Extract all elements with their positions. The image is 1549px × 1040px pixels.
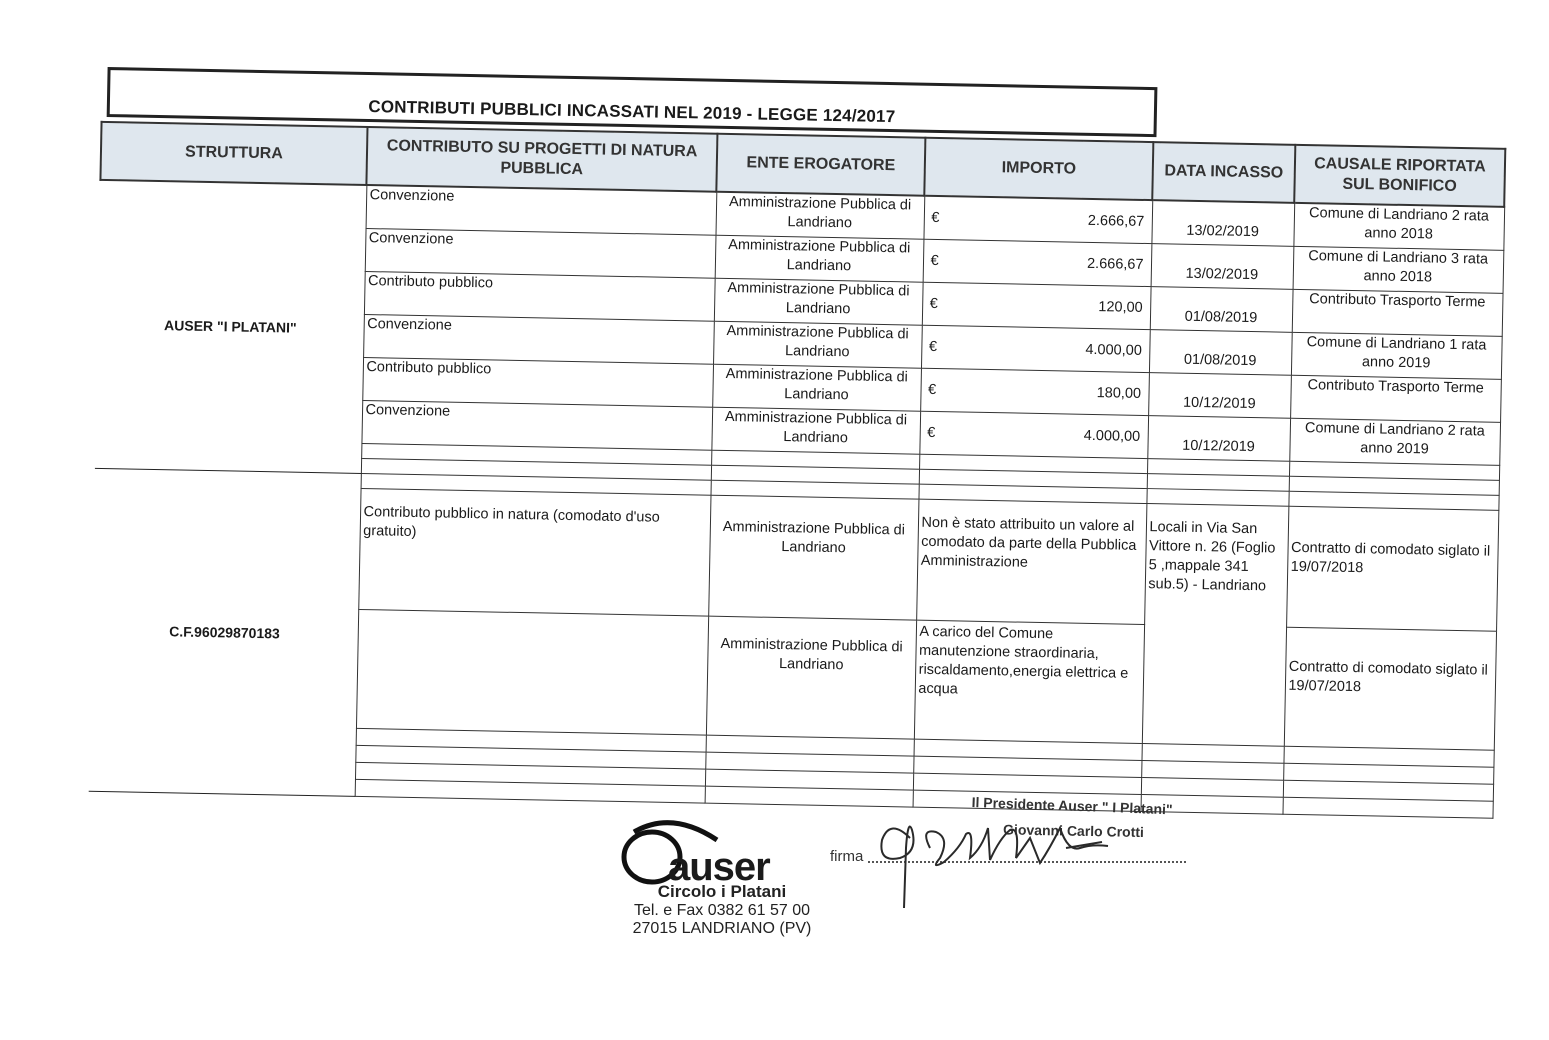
stamp-brand: auser <box>668 845 770 889</box>
importo-cell <box>923 196 1152 244</box>
president-title: Il Presidente Auser " I Platani" <box>971 793 1173 818</box>
president-name: Giovanni Carlo Crotti <box>1002 821 1145 841</box>
contributo-natura-cell: Contributo pubblico in natura (comodato d'uso gratuito) <box>358 488 710 616</box>
ente-cell: Amministrazione Pubblica di Landriano <box>715 192 924 239</box>
header-ente: ENTE EROGATORE <box>716 134 925 196</box>
causale-cell: Comune di Landriano 2 rata anno 2018 <box>1293 203 1504 251</box>
header-data: DATA INCASSO <box>1152 142 1295 203</box>
stamp-line2: Tel. e Fax 0382 61 57 00 <box>633 902 811 919</box>
currency-symbol: € <box>928 338 938 355</box>
document-title: CONTRIBUTI PUBBLICI INCASSATI NEL 2019 - LEGGE 124/2017 <box>368 97 896 127</box>
currency-symbol: € <box>929 295 938 312</box>
importo-note-cell: Non è stato attribuito un valore al comodato da parte della Pubblica Amministrazione <box>916 499 1146 624</box>
handwritten-signature-icon <box>870 808 1130 913</box>
contributo-cell: Contributo pubblico <box>364 271 715 321</box>
importo-cell <box>921 325 1150 372</box>
contributions-table <box>88 121 1507 819</box>
data-cell <box>1151 244 1294 290</box>
ente-cell: Amministrazione Pubblica di Landriano <box>711 407 920 454</box>
contributo-cell: Contributo pubblico <box>362 357 713 407</box>
data-value: 13/02/2019 <box>1186 222 1260 241</box>
data-value: 10/12/2019 <box>1182 394 1256 413</box>
causale-cell: Comune di Landriano 1 rata anno 2019 <box>1291 332 1502 379</box>
stamp-line1: Circolo i Platani <box>657 882 787 901</box>
currency-symbol: € <box>930 252 939 269</box>
struttura-name: AUSER "I PLATANI" <box>95 180 366 474</box>
importo-cell <box>920 368 1149 415</box>
importo-value: 4.000,00 <box>1083 427 1141 445</box>
data-cell <box>1148 373 1291 419</box>
importo-cell <box>919 411 1148 458</box>
data-cell <box>1151 200 1294 246</box>
contributo-cell: Convenzione <box>365 228 716 278</box>
data-value: 13/02/2019 <box>1185 265 1259 284</box>
ente-cell: Amministrazione Pubblica di Landriano <box>708 495 918 620</box>
causale-cell: Contributo Trasporto Terme <box>1292 289 1503 336</box>
contributo-cell: Convenzione <box>361 400 712 450</box>
codice-fiscale: C.F.96029870183 <box>89 468 361 796</box>
importo-value: 2.666,67 <box>1087 212 1145 230</box>
ente-cell: Amministrazione Pubblica di Landriano <box>714 278 923 325</box>
currency-symbol: € <box>927 381 937 398</box>
locali-cell: Locali in Via San Vittore n. 26 (Foglio 5 ,mappale 341 sub.5) - Landriano <box>1142 504 1289 747</box>
currency-symbol: € <box>927 424 936 441</box>
currency-symbol: € <box>931 209 940 226</box>
causale-cell: Contratto di comodato siglato il 19/07/2018 <box>1284 627 1496 750</box>
contributo-cell: Convenzione <box>363 314 714 364</box>
header-contributo: CONTRIBUTO SU PROGETTI DI NATURA PUBBLICA <box>366 127 717 192</box>
importo-value: 180,00 <box>1096 384 1142 402</box>
causale-cell: Contratto di comodato siglato il 19/07/2018 <box>1286 506 1498 631</box>
causale-cell: Comune di Landriano 2 rata anno 2019 <box>1289 418 1500 465</box>
importo-value: 120,00 <box>1098 298 1143 316</box>
stamp-line3: 27015 LANDRIANO (PV) <box>632 920 812 937</box>
header-struttura: STRUTTURA <box>100 122 367 185</box>
causale-cell: Contributo Trasporto Terme <box>1290 375 1501 422</box>
data-value: 01/08/2019 <box>1184 308 1258 327</box>
data-value: 10/12/2019 <box>1182 437 1255 456</box>
importo-cell <box>922 282 1151 329</box>
data-cell <box>1149 330 1292 376</box>
ente-cell: Amministrazione Pubblica di Landriano <box>713 321 922 368</box>
data-cell <box>1147 416 1290 462</box>
causale-cell: Comune di Landriano 3 rata anno 2018 <box>1293 246 1504 293</box>
importo-value: 2.666,67 <box>1086 255 1144 273</box>
header-causale: CAUSALE RIPORTATA SUL BONIFICO <box>1294 145 1505 207</box>
data-cell <box>1150 287 1293 333</box>
ente-cell: Amministrazione Pubblica di Landriano <box>715 235 924 282</box>
importo-value: 4.000,00 <box>1085 341 1143 359</box>
data-value: 01/08/2019 <box>1183 351 1257 370</box>
ente-cell: Amministrazione Pubblica di Landriano <box>712 364 921 411</box>
contributo-cell: Convenzione <box>366 185 717 235</box>
importo-note-cell: A carico del Comune manutenzione straordinaria, riscaldamento,energia elettrica e acqua <box>914 620 1144 743</box>
firma-label: firma <box>830 848 864 865</box>
header-importo: IMPORTO <box>924 138 1153 200</box>
importo-cell <box>923 239 1152 286</box>
ente-cell: Amministrazione Pubblica di Landriano <box>706 616 916 739</box>
